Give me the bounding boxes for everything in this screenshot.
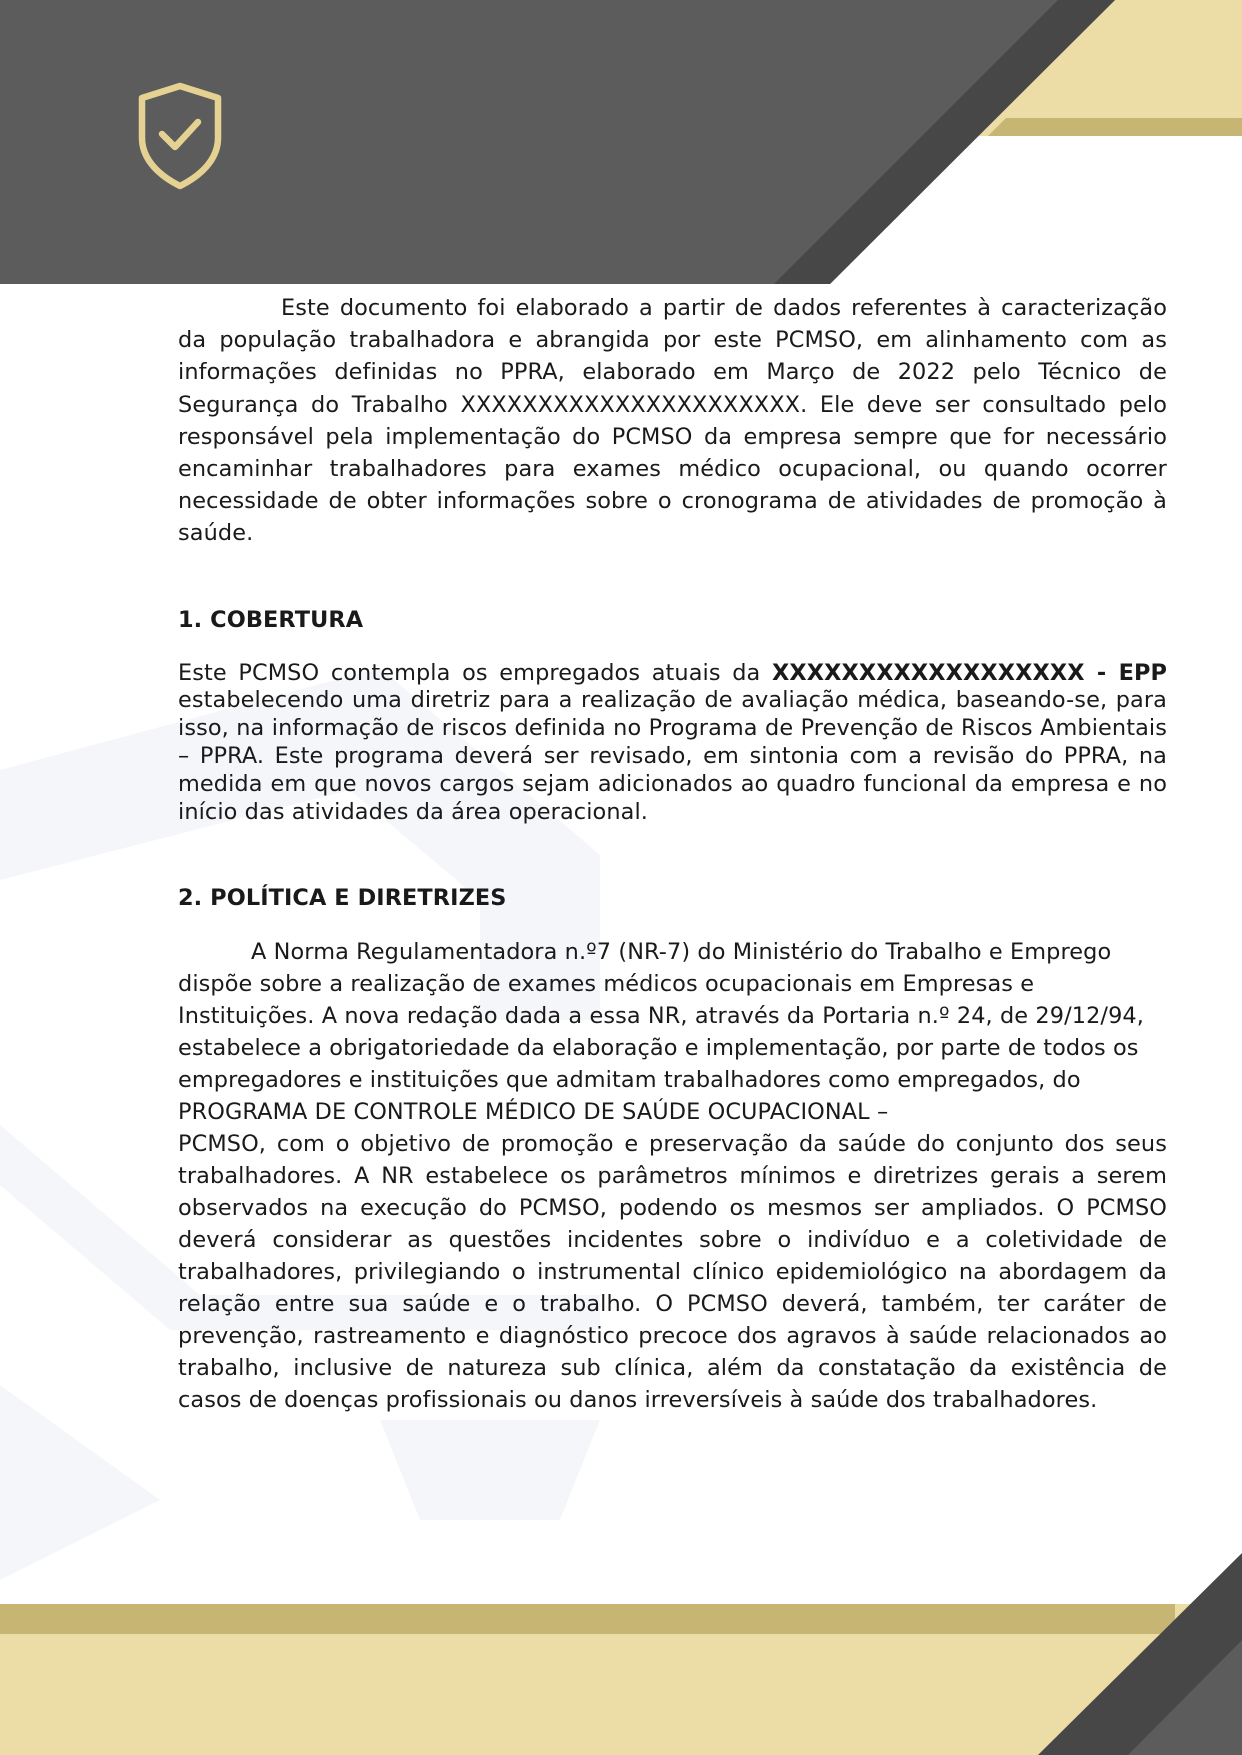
section-title-politica: 2. POLÍTICA E DIRETRIZES <box>178 885 507 912</box>
cobertura-text-after: estabelecendo uma diretriz para a realização de avaliação médica, baseando-se, para isso, na informação de riscos definida no Programa de Prevenção de Riscos Ambientais – PPRA. Este programa deverá ser revisado, em sintonia com a revisão do PPRA, na medida em que novos cargos sejam adicionados ao quadro funcional da empresa e no início das atividades da área operacional. <box>178 687 1167 825</box>
politica-paragraph-2: PCMSO, com o objetivo de promoção e preservação da saúde do conjunto dos seus trabalhadores. A NR estabelece os parâmetros mínimos e diretrizes gerais a serem observados na execução do PCMSO, podendo os mesmos ser ampliados. O PCMSO deverá considerar as questões incidentes sobre o indivíduo e a coletividade de trabalhadores, privilegiando o instrumental clínico epidemiológico na abordagem da relação entre sua saúde e o trabalho. O PCMSO deverá, também, ter caráter de prevenção, rastreamento e diagnóstico precoce dos agravos à saúde relacionados ao trabalho, inclusive de natureza sub clínica, além da constatação da existência de casos de doenças profissionais ou danos irreversíveis à saúde dos trabalhadores. <box>178 1131 1167 1414</box>
shield-check-icon <box>136 82 224 190</box>
cobertura-text-before: Este PCMSO contempla os empregados atuais da <box>178 659 773 686</box>
politica-paragraph-1: A Norma Regulamentadora n.º7 (NR-7) do Ministério do Trabalho e Emprego dispõe sobre a realização de exames médicos ocupacionais em Empresas e Instituições. A nova redação dada a essa NR, através da Portaria n.º 24, de 29/12/94, estabelece a obrigatoriedade da elaboração e implementação, por parte de todos os empregadores e instituições que admitam trabalhadores como empregados, do PROGRAMA DE CONTROLE MÉDICO DE SAÚDE OCUPACIONAL – <box>178 939 1144 1126</box>
footer-banner <box>0 1553 1242 1755</box>
cobertura-paragraph <box>178 660 1167 827</box>
company-name: XXXXXXXXXXXXXXXXXX - EPP <box>772 659 1167 686</box>
document-body <box>178 292 1167 1416</box>
intro-paragraph: Este documento foi elaborado a partir de dados referentes à caracterização da população trabalhadora e abrangida por este PCMSO, em alinhamento com as informações definidas no PPRA, elaborado em Março de 2022 pelo Técnico de Segurança do Trabalho XXXXXXXXXXXXXXXXXXXXXX. Ele deve ser consultado pelo responsável pela implementação do PCMSO da empresa sempre que for necessário encaminhar trabalhadores para exames médico ocupacional, ou quando ocorrer necessidade de obter informações sobre o cronograma de atividades de promoção à saúde. <box>178 295 1167 547</box>
section-title-cobertura: 1. COBERTURA <box>178 606 364 633</box>
